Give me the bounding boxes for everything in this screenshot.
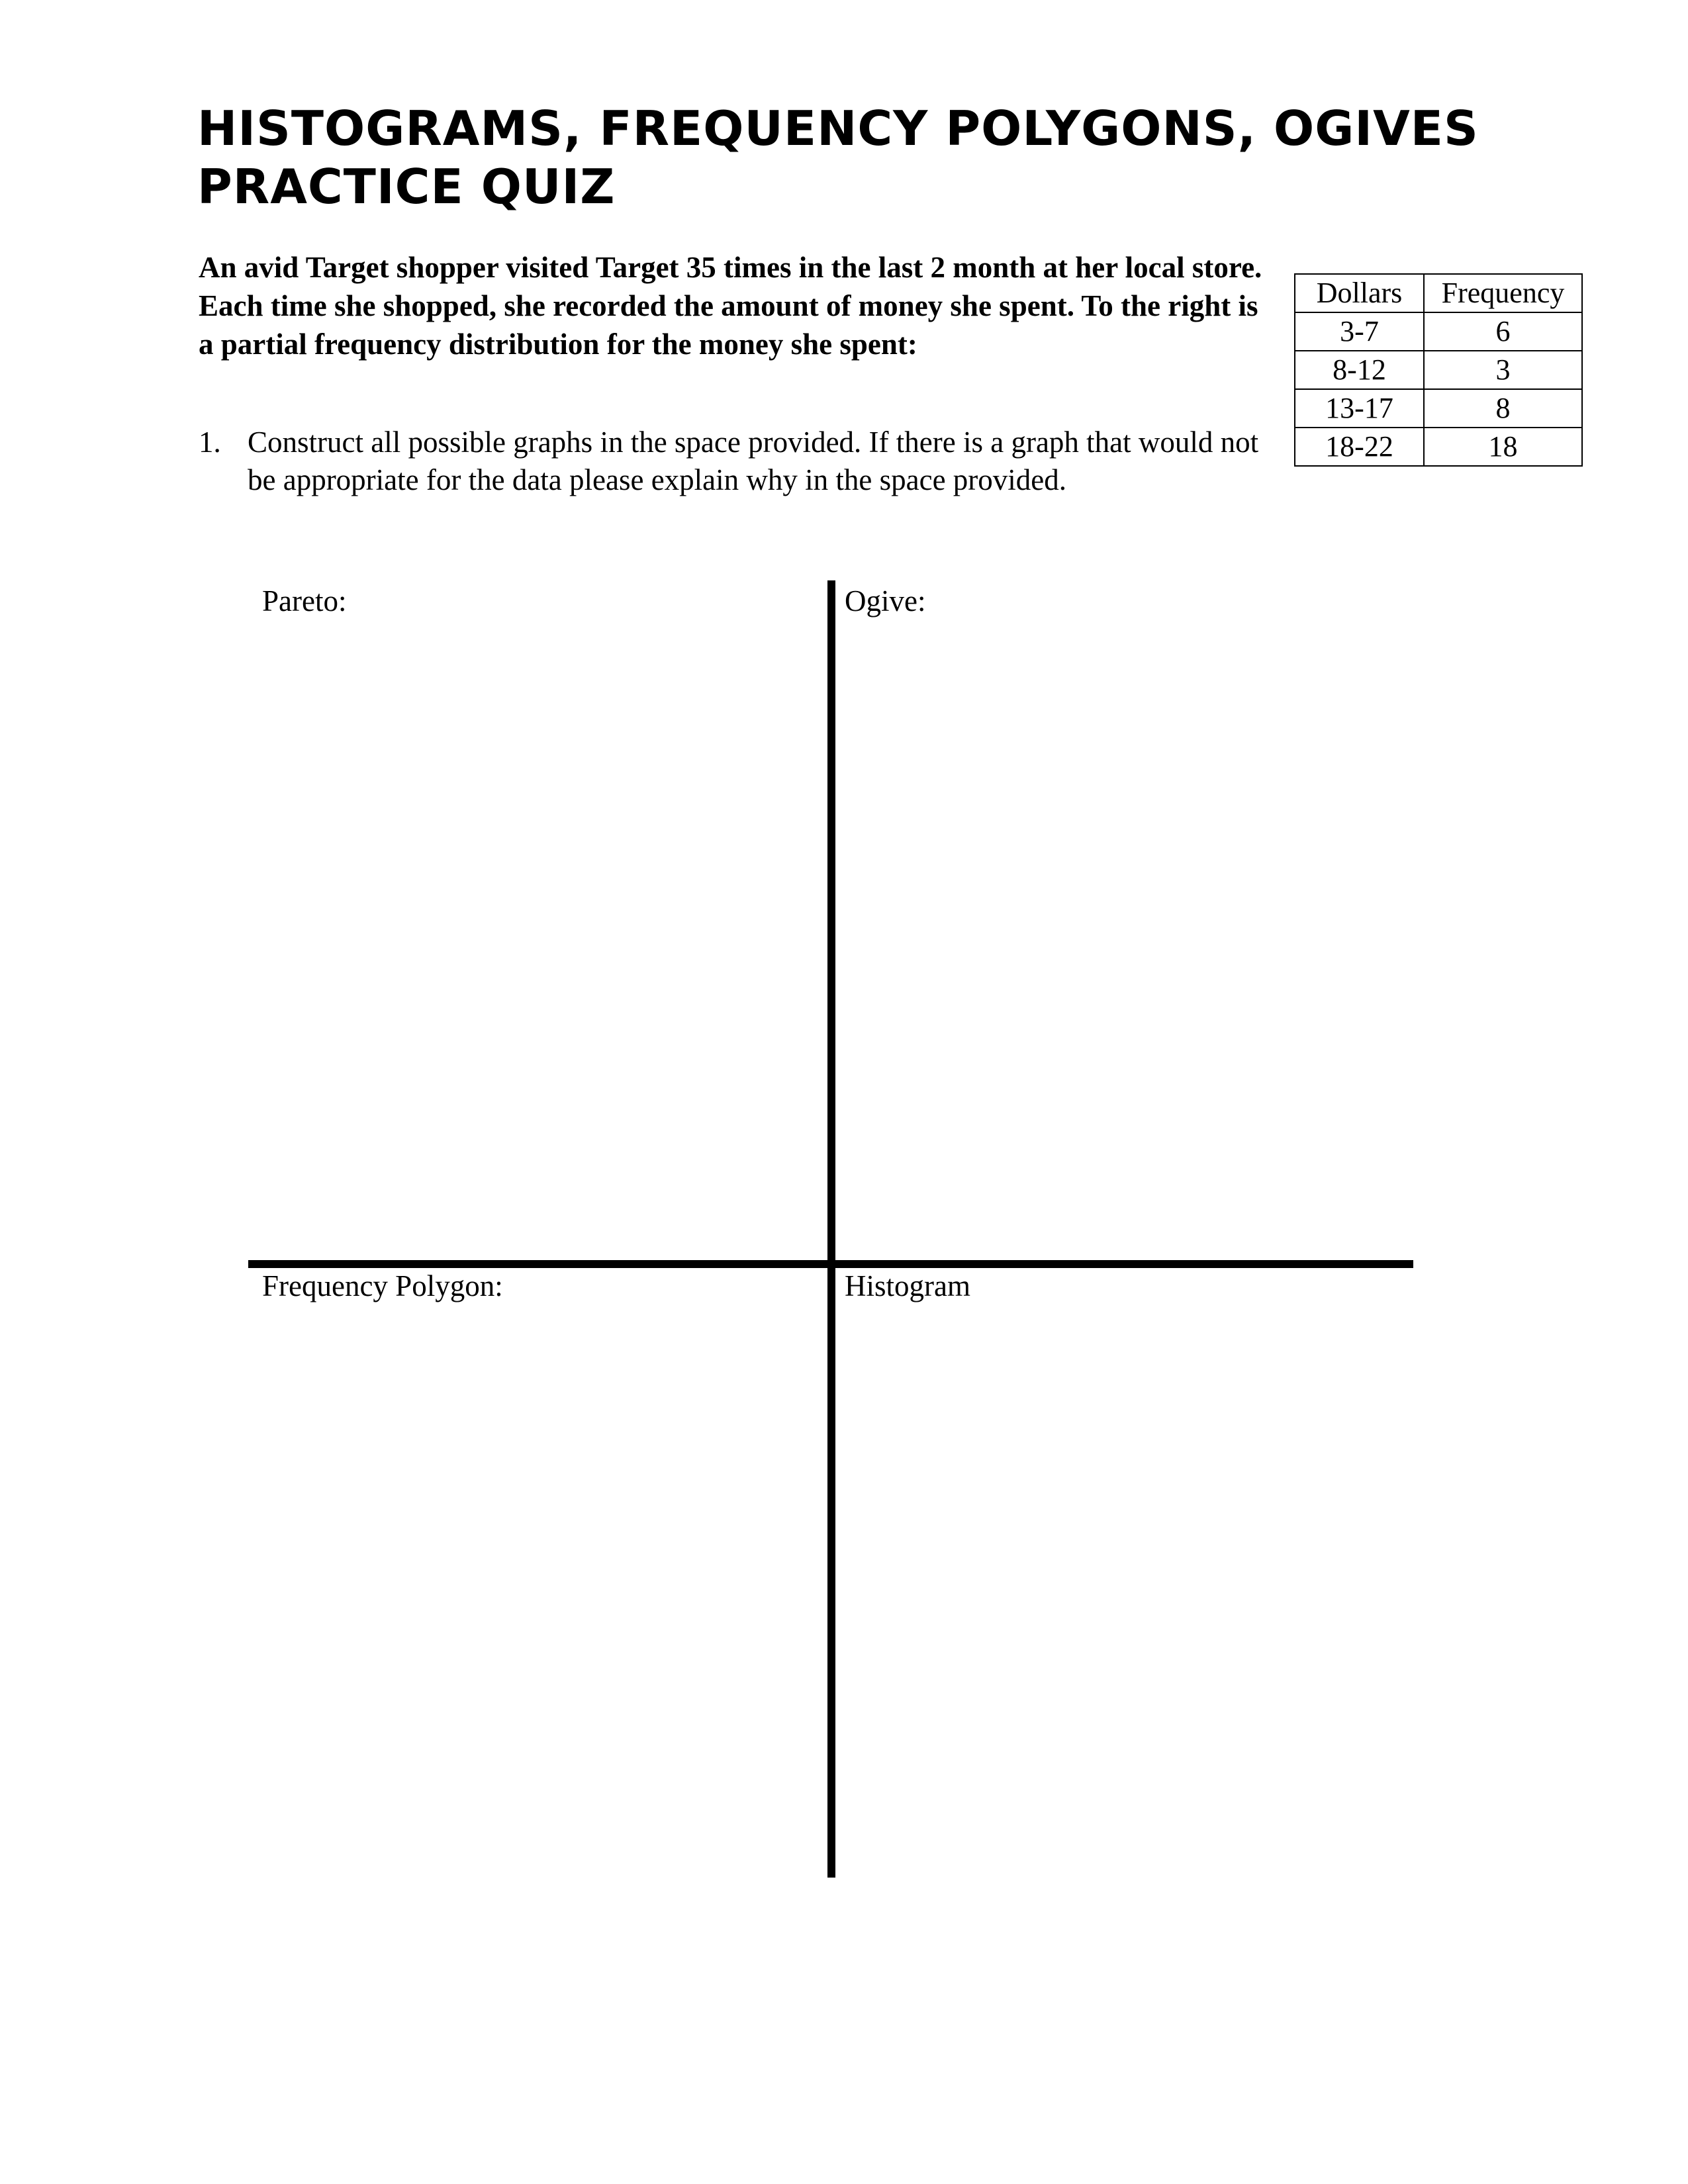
dollars-cell: 3-7	[1295, 312, 1424, 351]
title-line-2: PRACTICE QUIZ	[197, 159, 616, 214]
histogram-label: Histogram	[845, 1269, 970, 1302]
page-title	[197, 99, 1479, 216]
frequency-polygon-label: Frequency Polygon:	[262, 1269, 503, 1302]
vertical-divider	[827, 580, 835, 1878]
dollars-cell: 13-17	[1295, 389, 1424, 428]
header-frequency: Frequency	[1424, 274, 1582, 312]
table-row	[1295, 389, 1582, 428]
frequency-table	[1294, 273, 1583, 467]
question-number: 1.	[199, 426, 221, 459]
ogive-label: Ogive:	[845, 584, 926, 617]
question-text: Construct all possible graphs in the space provided. If there is a graph that would not be appropriate for the data please explain why in the space provided.	[248, 426, 1259, 496]
frequency-cell: 8	[1424, 389, 1582, 428]
table-row	[1295, 351, 1582, 389]
title-line-1: HISTOGRAMS, FREQUENCY POLYGONS, OGIVES	[197, 101, 1479, 156]
table-header-row	[1295, 274, 1582, 312]
frequency-cell: 6	[1424, 312, 1582, 351]
pareto-label: Pareto:	[262, 584, 347, 617]
table-row	[1295, 312, 1582, 351]
question-1	[199, 424, 1271, 499]
frequency-cell: 18	[1424, 428, 1582, 466]
intro-paragraph: An avid Target shopper visited Target 35 times in the last 2 month at her local store. Each time she shopped, she recorded the amount of money she spent. To the right is a partial frequency distribution for the money she spent:	[199, 251, 1262, 361]
header-dollars: Dollars	[1295, 274, 1424, 312]
dollars-cell: 8-12	[1295, 351, 1424, 389]
dollars-cell: 18-22	[1295, 428, 1424, 466]
frequency-cell: 3	[1424, 351, 1582, 389]
table-row	[1295, 428, 1582, 466]
